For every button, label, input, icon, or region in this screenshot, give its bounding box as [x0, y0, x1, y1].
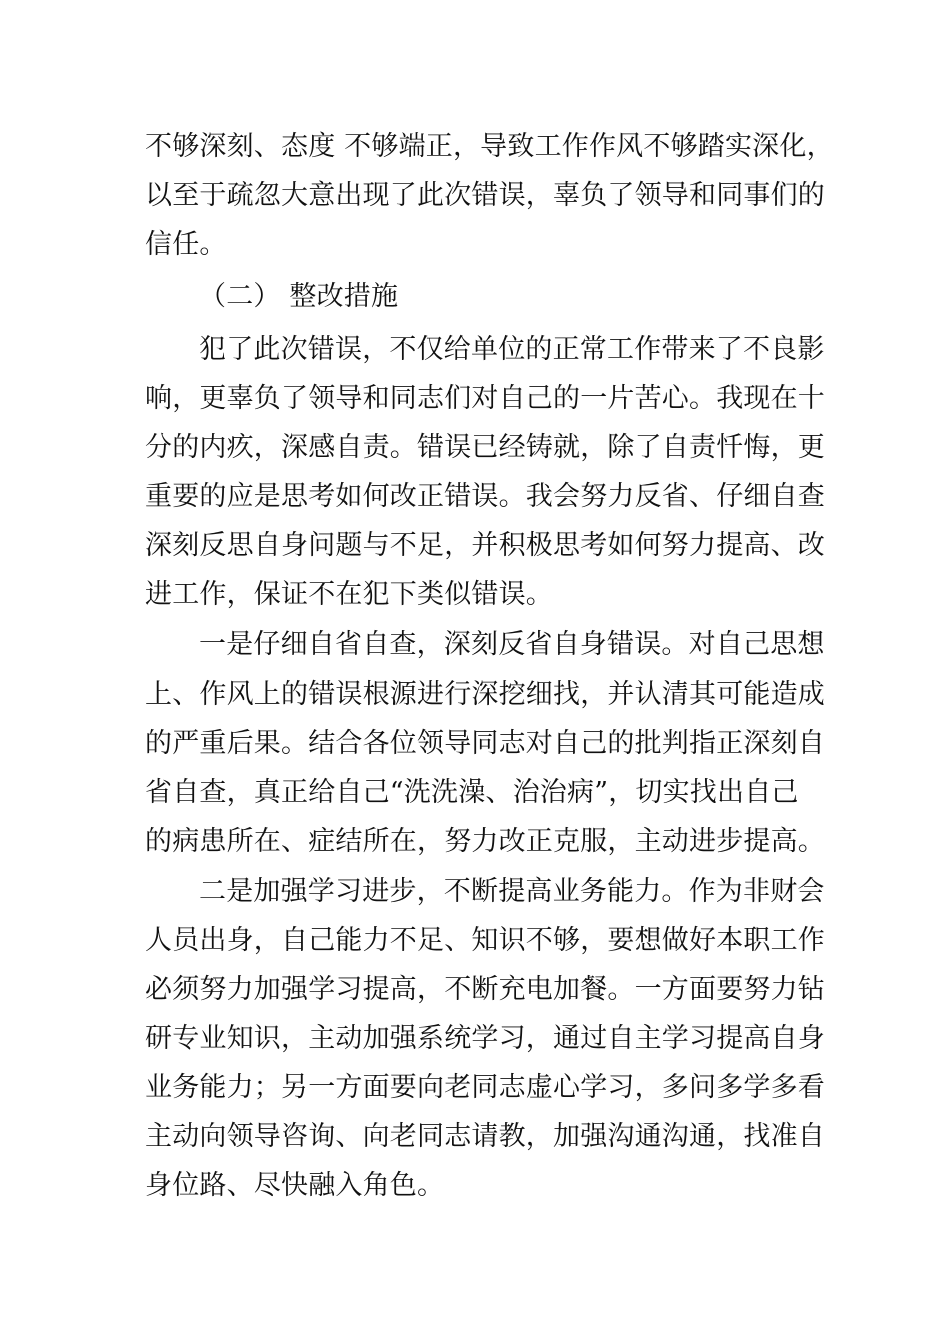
text-line-1: 不够深刻、态度 不够端正，导致工作作风不够踏实深化， — [145, 131, 834, 162]
paragraph-line-1: 犯了此次错误，不仅给单位的正常工作带来了不良影 — [199, 334, 825, 365]
paragraph-line-4: 重要的应是思考如何改正错误。我会努力反省、仔细自查 — [145, 481, 825, 512]
paragraph-line-11: 的病患所在、症结所在，努力改正克服，主动进步提高。 — [145, 826, 825, 857]
paragraph-line-14: 必须努力加强学习提高，不断充电加餐。一方面要努力钻 — [145, 974, 825, 1005]
paragraph-line-17: 主动向领导咨询、向老同志请教，加强沟通沟通，找准自 — [145, 1121, 825, 1152]
paragraph-line-18: 身位路、尽快融入角色。 — [145, 1170, 445, 1201]
section-heading: （二） 整改措施 — [199, 281, 399, 312]
paragraph-line-15: 研专业知识，主动加强系统学习，通过自主学习提高自身 — [145, 1023, 825, 1054]
paragraph-line-10: 省自查，真正给自己“洗洗澡、治治病”，切实找出自己 — [145, 777, 799, 808]
paragraph-line-7: 一是仔细自省自查，深刻反省自身错误。对自己思想 — [199, 629, 825, 660]
paragraph-line-13: 人员出身，自己能力不足、知识不够，要想做好本职工作 — [145, 925, 825, 956]
paragraph-line-16: 业务能力；另一方面要向老同志虚心学习，多问多学多看 — [145, 1072, 825, 1103]
paragraph-line-6: 进工作，保证不在犯下类似错误。 — [145, 579, 553, 610]
paragraph-line-9: 的严重后果。结合各位领导同志对自己的批判指正深刻自 — [145, 728, 825, 759]
text-line-2: 以至于疏忽大意出现了此次错误，辜负了领导和同事们的 — [145, 180, 825, 211]
text-line-3: 信任。 — [145, 229, 227, 260]
paragraph-line-3: 分的内疚，深感自责。错误已经铸就，除了自责忏悔，更 — [145, 432, 825, 463]
paragraph-line-12: 二是加强学习进步，不断提高业务能力。作为非财会 — [199, 876, 825, 907]
paragraph-line-2: 响，更辜负了领导和同志们对自己的一片苦心。我现在十 — [145, 383, 825, 414]
paragraph-line-5: 深刻反思自身问题与不足，并积极思考如何努力提高、改 — [145, 530, 825, 561]
paragraph-line-8: 上、作风上的错误根源进行深挖细找，并认清其可能造成 — [145, 679, 825, 710]
